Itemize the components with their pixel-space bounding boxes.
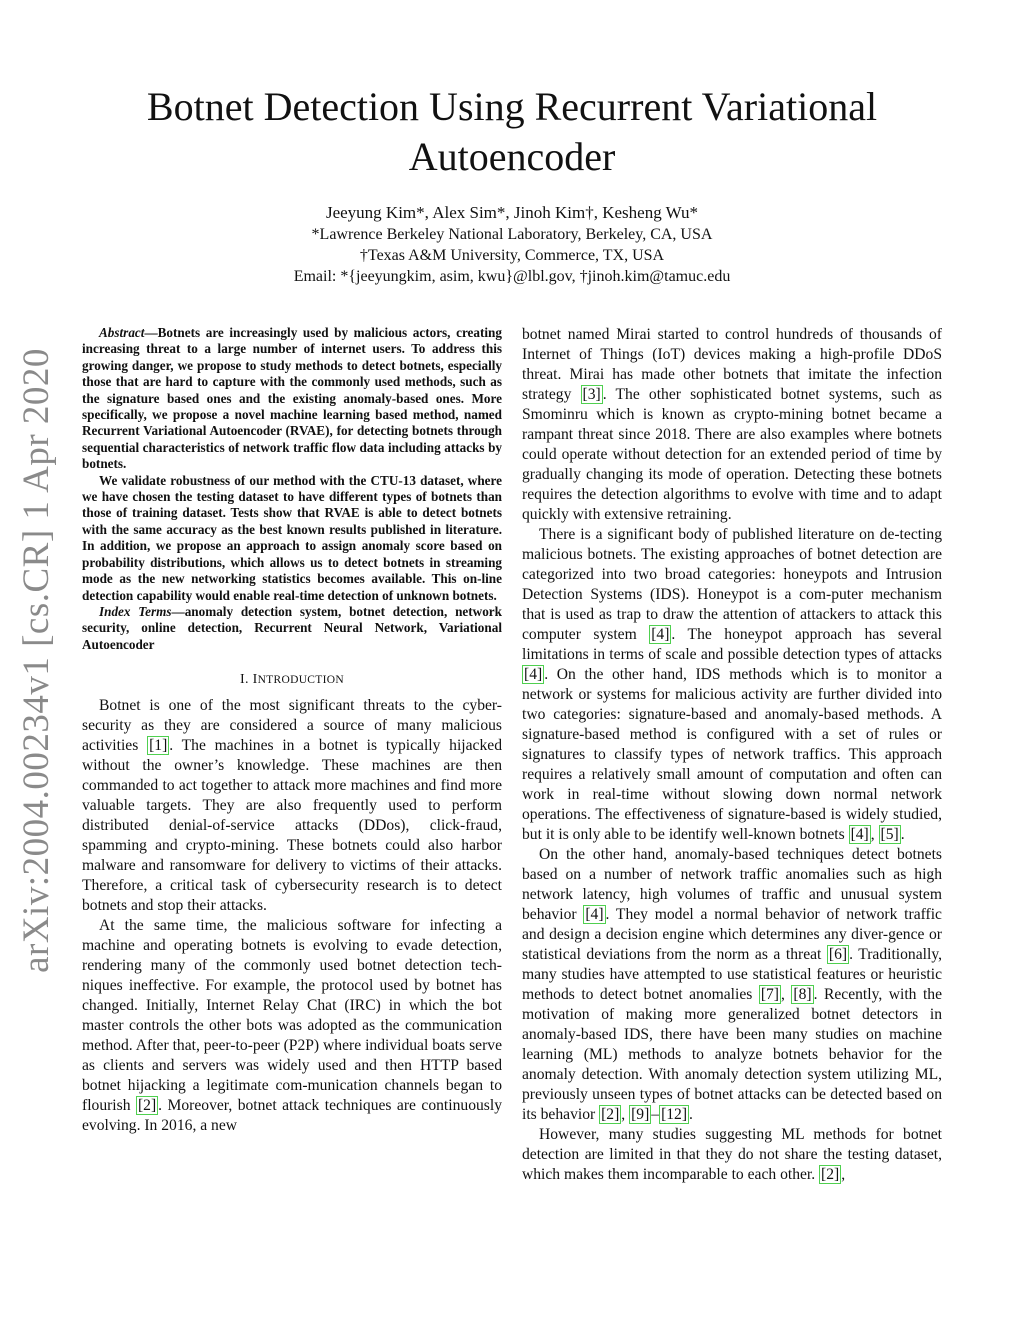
citation-link[interactable]: [4] [524, 666, 543, 683]
citation-link[interactable]: [4] [585, 906, 604, 923]
paper-title [100, 82, 924, 182]
affiliation-2: †Texas A&M University, Commerce, TX, USA [359, 247, 665, 264]
left-body [82, 696, 502, 1136]
section-heading-introduction [82, 672, 502, 688]
paragraph: There is a significant body of published literature on de-tecting malicious botnets. The existing approaches of botnet detection are categorized into two broad categories: honeypots and Intrusion Detection Systems (IDS). Honeypot is a com-puter mechanism that is used as trap to draw the attention of attackers to attack this computer system [4] . The honeypot approach has several limitations in terms of scale and possible detection types of attacks [4] . On the other hand, IDS methods which is to monitor a network or systems for malicious activity are further divided into two categories: signature-based and anomaly-based methods. A signature-based method is configured with a set of rules or signatures to classify types of network traffics. This approach requires a relatively small amount of computation and often can work in real-time without slowing down normal network operations. The effectiveness of signature-based is widely studied, but it is only able to be identify well-known botnets [4] , [5] . [522, 526, 942, 843]
citation-link[interactable]: [1] [149, 737, 168, 755]
section-number: I. I [240, 672, 258, 688]
title-line-2: Autoencoder [408, 134, 616, 179]
left-column [82, 325, 502, 1136]
index-terms-text: —anomaly detection system, botnet detection, network security, online detection, Recurrent Neural Network, Variational Autoencoder [82, 603, 502, 652]
paragraph: At the same time, the malicious software for infecting a machine and operating botnets is evolving to evade detection, rendering many of the commonly used botnet detection tech-niques ineffective. For example, the protocol used by botnet has changed. Initially, Internet Relay Chat (IRC) in which the bot master controls the other bots was adopted as the communication method. After that, peer-to-peer (P2P) where individual boats serve as clients and servers was widely used and then HTTP based botnet hijacking a legitimate com-munication channels began to flourish [2] . Moreover, botnet attack techniques are continuously evolving. In 2016, a new [82, 917, 502, 1135]
arxiv-stamp [6, 347, 66, 973]
affiliation-1: *Lawrence Berkeley National Laboratory, Berkeley, CA, USA [311, 226, 713, 243]
index-terms [82, 604, 502, 653]
section-title: NTRODUCTION [257, 674, 344, 687]
author-email: Email: *{jeeyungkim, asim, kwu}@lbl.gov, †jinoh.kim@tamuc.edu [293, 268, 731, 285]
citation-link[interactable]: [2] [821, 1166, 840, 1183]
paragraph: botnet named Mirai started to control hundreds of thousands of Internet of Things (IoT) devices making a high-profile DDoS threat. Mirai has made other botnets that imitate the infection strategy [3] . The other sophisticated botnet systems, such as Smominru which is known as crypto-mining botnet became a rampant threat since 2018. There are also examples where botnets could operate without detection for an extended period of time by gradually changing its mode of operation. Detecting these botnets requires the detection algorithms to evolve with time and to adapt quickly with extensive retraining. [522, 326, 942, 523]
paragraph: On the other hand, anomaly-based techniques detect botnets based on a number of network traffic anomalies such as high network latency, high volumes of traffic and unusual system behavior [4] . They model a normal behavior of network traffic and design a decision engine which determines any diver-gence or statistical deviations from the norm as a threat [6] . Traditionally, many studies have attempted to use statistical features or heuristic methods to detect botnet anomalies [7] , [8] . Recently, with the motivation of making more generalized botnet detectors in anomaly-based IDS, there have been many studies on machine learning (ML) methods to analyze botnets behavior for the anomaly detection. With anomaly detection system utilizing ML, previously unseen types of botnet attacks can be detected based on its behavior [2] , [9] – [12] . [522, 846, 943, 1123]
author-block [100, 202, 924, 287]
paragraph: Botnet is one of the most significant threats to the cyber-security as they are considered a source of many malicious activities [1] . The machines in a botnet is typically hijacked without the owner’s knowledge. These machines are then commanded to act together to attack more machines and find more valuable targets. They are also frequently used to perform distributed denial-of-service attacks (DDos), click-fraud, spamming and crypto-mining. These botnets could also harbor malware and ransomware for delivery to victims of their attacks. Therefore, a critical task of cybersecurity research is to detect botnets and stop their attacks. [82, 697, 502, 915]
right-column [522, 325, 942, 1185]
index-terms-label: Index Terms [99, 603, 172, 619]
abstract-paragraph-2: We validate robustness of our method with the CTU-13 dataset, where we have chosen the testing dataset to have different types of botnets than those of training dataset. Tests show that RVAE is able to detect botnets with the same accuracy as the best known results published in literature. In addition, we propose an approach to assign anomaly score based on probability distributions, which allows us to detect botnets in streaming mode as the new networking statistics becomes available. This on-line detection capability would enable real-time detection of unknown botnets. [82, 472, 502, 603]
citation-link[interactable]: [8] [793, 986, 812, 1003]
paragraph: However, many studies suggesting ML methods for botnet detection are limited in that they do not share the testing dataset, which makes them incomparable to each other. [2] , [522, 1126, 942, 1183]
citation-link[interactable]: [12] [661, 1106, 688, 1123]
citation-link[interactable]: [4] [850, 826, 869, 843]
citation-link[interactable]: [4] [651, 626, 670, 643]
title-line-1: Botnet Detection Using Recurrent Variational [146, 84, 878, 129]
abstract [82, 325, 502, 653]
citation-link[interactable]: [3] [582, 386, 601, 403]
citation-link[interactable]: [9] [631, 1106, 650, 1123]
arxiv-stamp-text: arXiv:2004.00234v1 [cs.CR] 1 Apr 2020 [15, 347, 57, 973]
abstract-text: —Botnets are increasingly used by malicious actors, creating increasing threat to a large number of internet users. To address this growing danger, we propose to study methods to detect botnets, especially those that are hard to capture with the commonly used methods, such as the signature based ones and the existing anomaly-based ones. More specifically, we propose a novel machine learning based method, named Recurrent Variational Autoencoder (RVAE), for detecting botnets through sequential characteristics of network traffic flow data including attacks by botnets. [82, 325, 502, 472]
citation-link[interactable]: [2] [137, 1097, 157, 1115]
abstract-label: Abstract [99, 325, 145, 340]
citation-link[interactable]: [5] [880, 826, 899, 843]
citation-link[interactable]: [7] [760, 986, 779, 1003]
abstract-paragraph-1 [82, 325, 502, 473]
author-names: Jeeyung Kim*, Alex Sim*, Jinoh Kim†, Kesheng Wu* [325, 203, 699, 222]
citation-link[interactable]: [2] [601, 1106, 620, 1123]
citation-link[interactable]: [6] [828, 946, 848, 963]
